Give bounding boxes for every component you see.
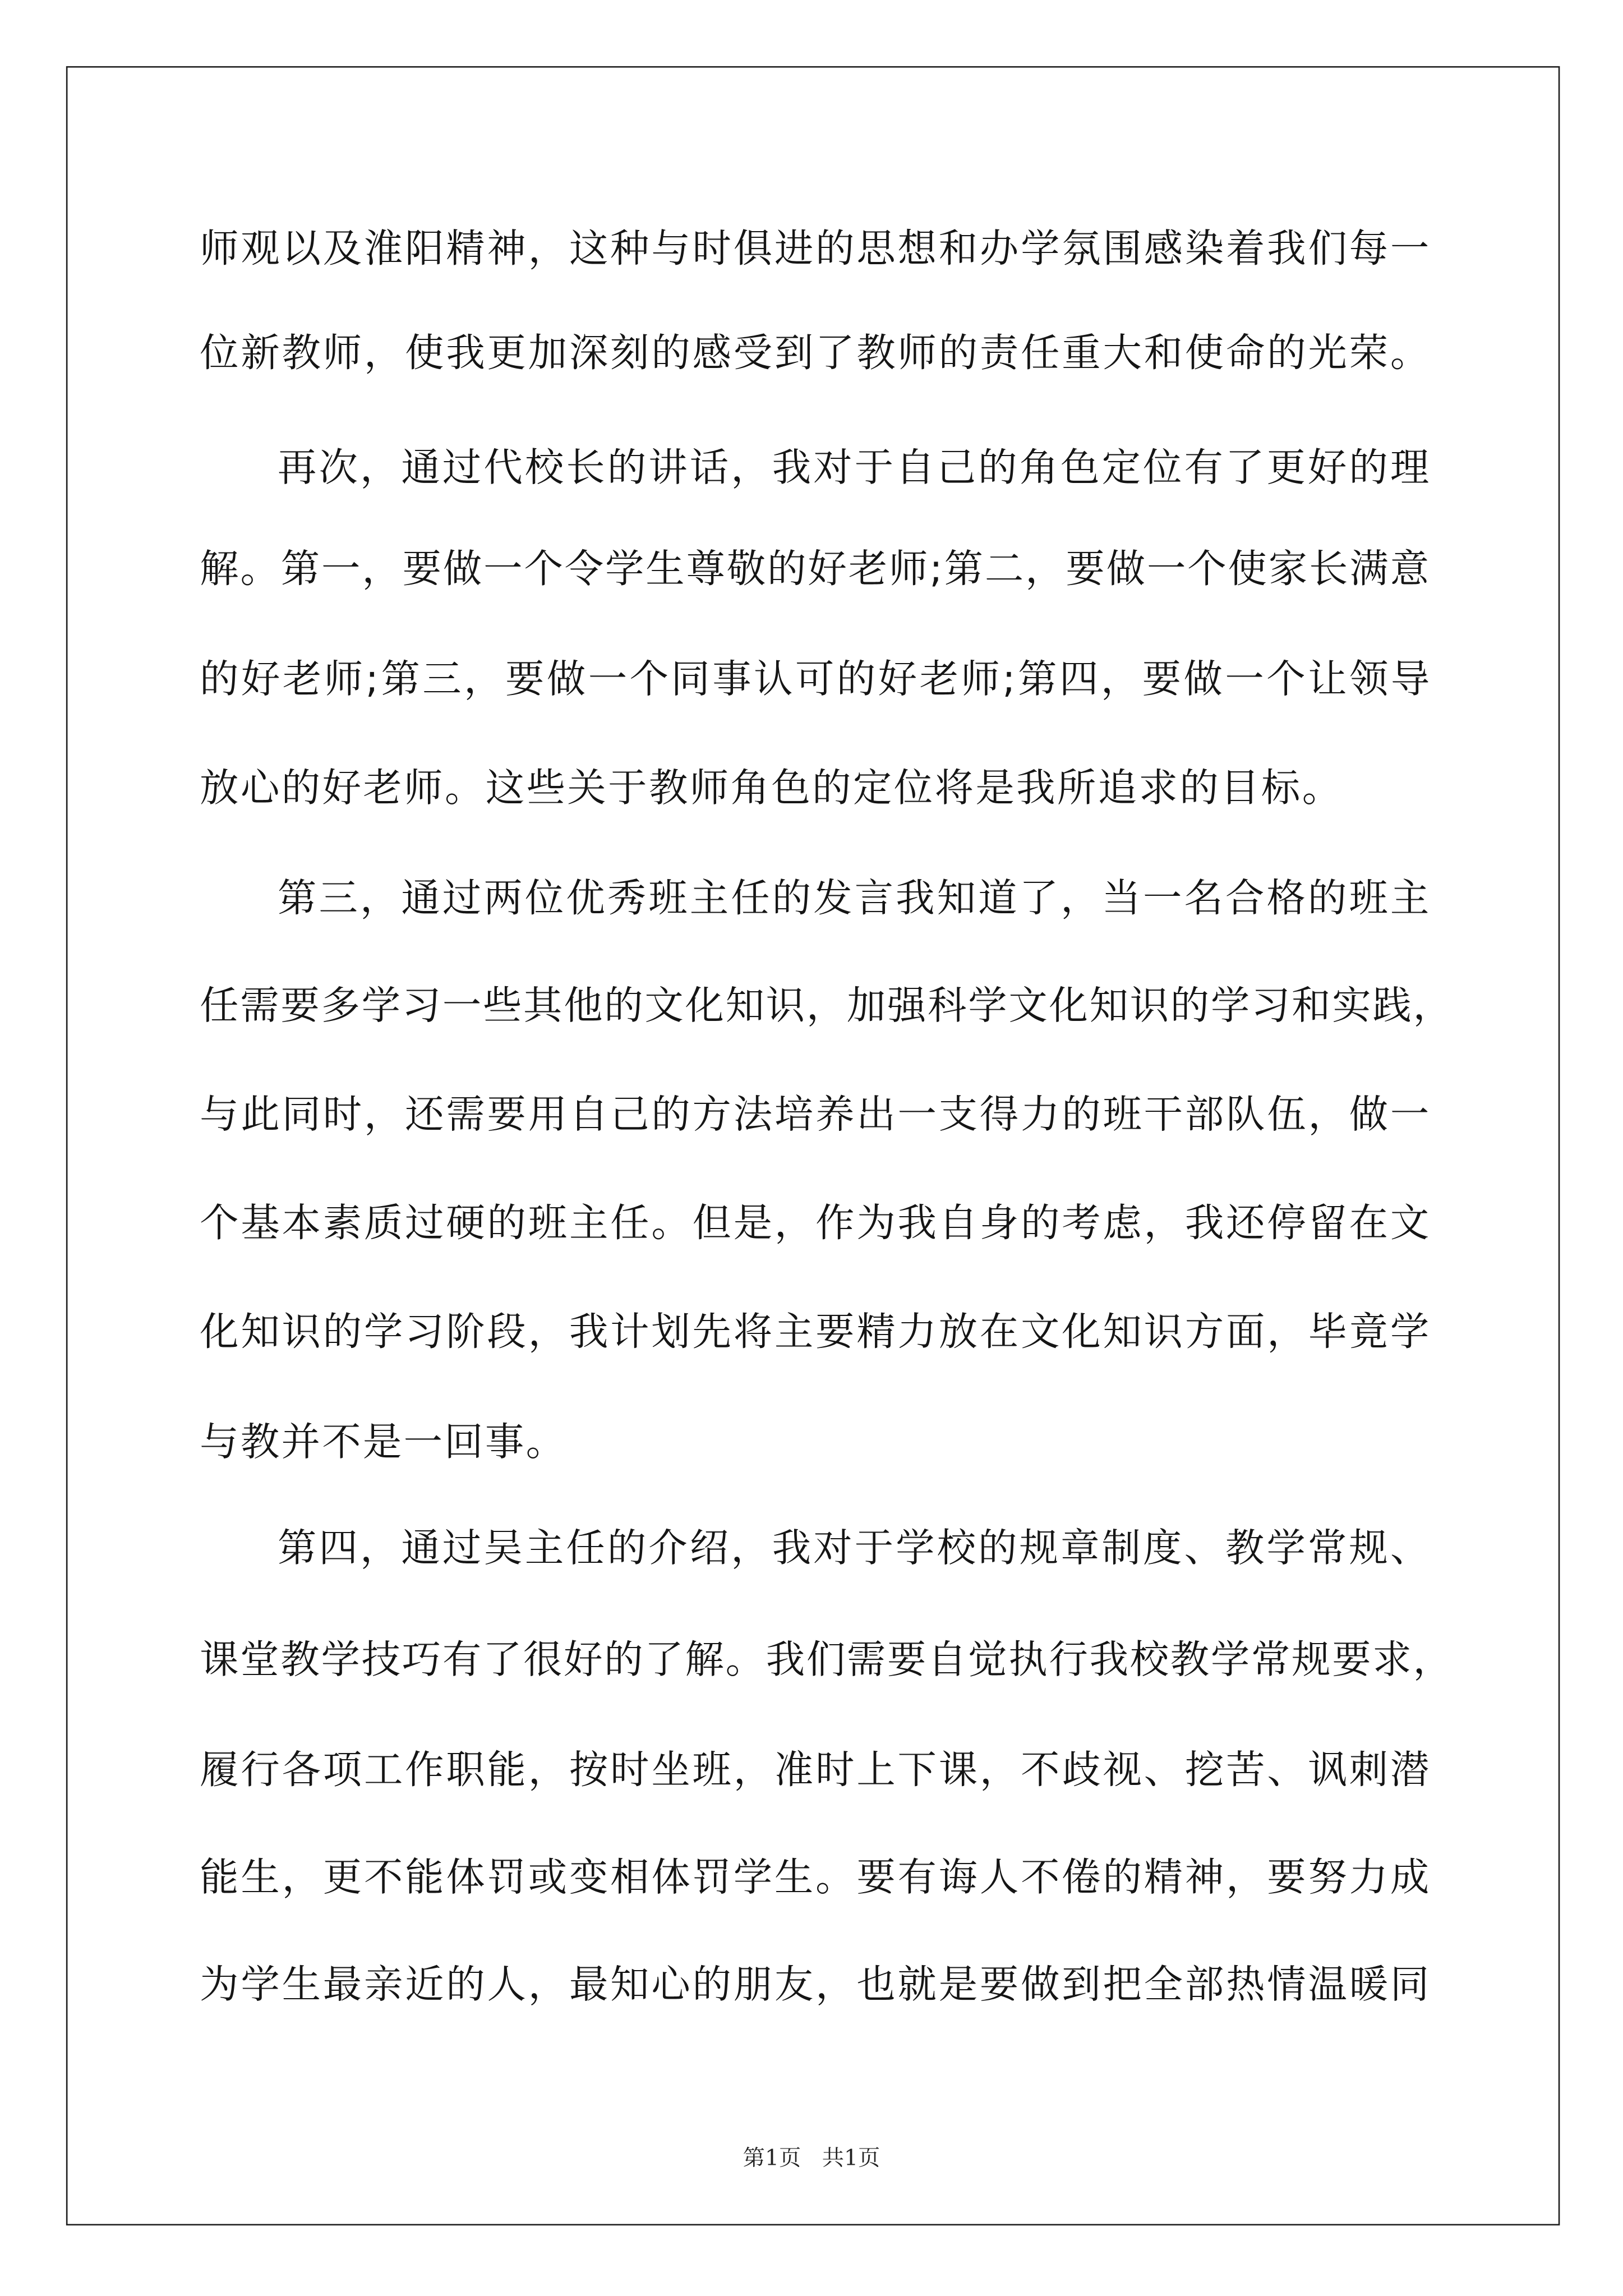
- paragraph-start-line: 第三，通过两位优秀班主任的发言我知道了，当一名合格的班主: [277, 876, 1432, 922]
- text-line: 个基本素质过硬的班主任。但是，作为我自身的考虑，我还停留在文: [200, 1200, 1432, 1247]
- text-line: 化知识的学习阶段，我计划先将主要精力放在文化知识方面，毕竟学: [200, 1309, 1432, 1355]
- text-line: 师观以及淮阳精神，这种与时俱进的思想和办学氛围感染着我们每一: [200, 226, 1432, 272]
- page-footer: 第1页 共1页: [743, 2145, 880, 2171]
- text-line: 为学生最亲近的人，最知心的朋友，也就是要做到把全部热情温暖同: [200, 1962, 1432, 2008]
- paragraph-start-line: 第四，通过吴主任的介绍，我对于学校的规章制度、教学常规、: [277, 1525, 1432, 1572]
- text-line: 解。第一，要做一个令学生尊敬的好老师;第二，要做一个使家长满意: [200, 546, 1431, 593]
- text-line: 任需要多学习一些其他的文化知识，加强科学文化知识的学习和实践，: [200, 983, 1454, 1029]
- text-line: 与此同时，还需要用自己的方法培养出一支得力的班干部队伍，做一: [200, 1092, 1432, 1138]
- text-line: 课堂教学技巧有了很好的了解。我们需要自觉执行我校教学常规要求，: [200, 1637, 1454, 1683]
- text-line: 履行各项工作职能，按时坐班，准时上下课，不歧视、挖苦、讽刺潜: [200, 1747, 1432, 1793]
- paragraph-start-line: 再次，通过代校长的讲话，我对于自己的角色定位有了更好的理: [277, 445, 1432, 491]
- text-line: 位新教师，使我更加深刻的感受到了教师的责任重大和使命的光荣。: [200, 330, 1432, 376]
- text-line: 的好老师;第三，要做一个同事认可的好老师;第四，要做一个让领导: [200, 657, 1432, 703]
- text-line: 与教并不是一回事。: [200, 1420, 567, 1466]
- text-line: 放心的好老师。这些关于教师角色的定位将是我所追求的目标。: [200, 766, 1343, 812]
- text-line: 能生，更不能体罚或变相体罚学生。要有诲人不倦的精神，要努力成: [200, 1855, 1432, 1901]
